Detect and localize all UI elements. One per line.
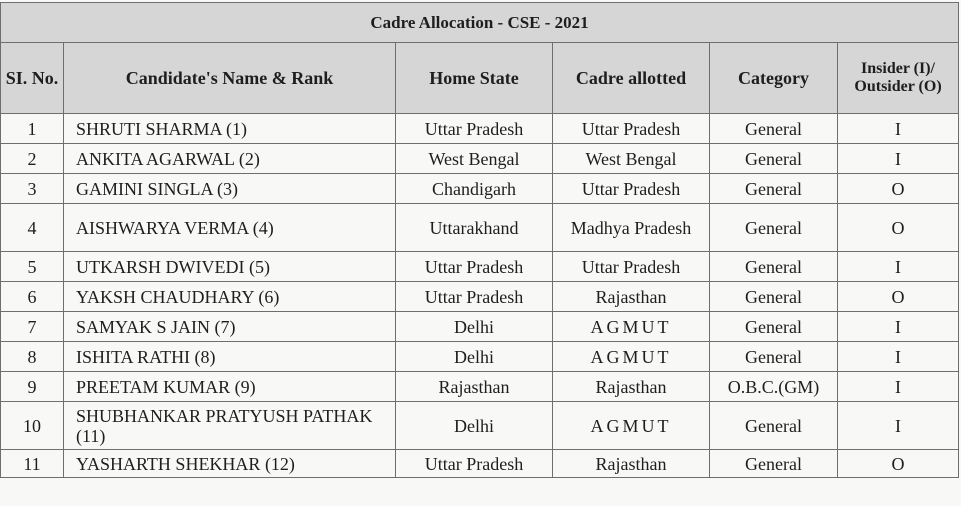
cell-sl-no: 5 — [1, 252, 64, 282]
cell-category: General — [710, 402, 838, 450]
cell-category: General — [710, 114, 838, 144]
cell-home-state: Rajasthan — [396, 372, 553, 402]
cell-category: General — [710, 252, 838, 282]
cell-home-state: Uttar Pradesh — [396, 282, 553, 312]
header-category: Category — [710, 43, 838, 114]
cell-home-state: Uttar Pradesh — [396, 114, 553, 144]
cell-home-state: Uttar Pradesh — [396, 252, 553, 282]
cell-category: General — [710, 342, 838, 372]
cell-cadre-allotted: West Bengal — [553, 144, 710, 174]
cell-sl-no: 2 — [1, 144, 64, 174]
cell-insider-outsider: O — [838, 450, 959, 478]
cell-insider-outsider: I — [838, 402, 959, 450]
table-row — [1, 372, 959, 402]
cell-sl-no: 10 — [1, 402, 64, 450]
cell-category: General — [710, 204, 838, 252]
cell-sl-no: 6 — [1, 282, 64, 312]
cell-home-state: Delhi — [396, 312, 553, 342]
cell-candidate-name: ANKITA AGARWAL (2) — [64, 144, 396, 174]
cell-candidate-name: AISHWARYA VERMA (4) — [64, 204, 396, 252]
cell-category: General — [710, 282, 838, 312]
cell-sl-no: 3 — [1, 174, 64, 204]
cell-cadre-allotted: Uttar Pradesh — [553, 114, 710, 144]
cell-cadre-allotted: AGMUT — [553, 342, 710, 372]
header-name-rank: Candidate's Name & Rank — [64, 43, 396, 114]
cell-home-state: Delhi — [396, 342, 553, 372]
table-row — [1, 174, 959, 204]
table-row — [1, 450, 959, 478]
table-body — [1, 114, 959, 478]
table-row — [1, 252, 959, 282]
header-cadre-allotted: Cadre allotted — [553, 43, 710, 114]
cell-home-state: West Bengal — [396, 144, 553, 174]
cell-insider-outsider: I — [838, 342, 959, 372]
cell-category: General — [710, 174, 838, 204]
header-insider-outsider: Insider (I)/ Outsider (O) — [838, 43, 959, 114]
header-home-state: Home State — [396, 43, 553, 114]
cell-cadre-allotted: Uttar Pradesh — [553, 252, 710, 282]
cell-insider-outsider: O — [838, 174, 959, 204]
table-row — [1, 402, 959, 450]
cell-sl-no: 11 — [1, 450, 64, 478]
table-row — [1, 204, 959, 252]
cell-sl-no: 9 — [1, 372, 64, 402]
cell-candidate-name: SAMYAK S JAIN (7) — [64, 312, 396, 342]
cell-candidate-name: SHUBHANKAR PRATYUSH PATHAK (11) — [64, 402, 396, 450]
table-row — [1, 144, 959, 174]
cell-cadre-allotted: AGMUT — [553, 312, 710, 342]
cell-insider-outsider: I — [838, 372, 959, 402]
header-sl-no: SI. No. — [1, 43, 64, 114]
cell-cadre-allotted: Madhya Pradesh — [553, 204, 710, 252]
cell-sl-no: 4 — [1, 204, 64, 252]
cell-insider-outsider: I — [838, 144, 959, 174]
table-row — [1, 342, 959, 372]
header-row — [1, 43, 959, 114]
cell-insider-outsider: I — [838, 312, 959, 342]
cell-cadre-allotted: Rajasthan — [553, 282, 710, 312]
cell-sl-no: 1 — [1, 114, 64, 144]
cell-sl-no: 8 — [1, 342, 64, 372]
table-row — [1, 312, 959, 342]
cell-cadre-allotted: Rajasthan — [553, 372, 710, 402]
cell-category: General — [710, 144, 838, 174]
cell-candidate-name: ISHITA RATHI (8) — [64, 342, 396, 372]
cell-category: O.B.C.(GM) — [710, 372, 838, 402]
cell-cadre-allotted: AGMUT — [553, 402, 710, 450]
cell-candidate-name: UTKARSH DWIVEDI (5) — [64, 252, 396, 282]
cadre-allocation-table — [0, 2, 959, 478]
cell-candidate-name: SHRUTI SHARMA (1) — [64, 114, 396, 144]
cell-candidate-name: YAKSH CHAUDHARY (6) — [64, 282, 396, 312]
cell-sl-no: 7 — [1, 312, 64, 342]
cell-home-state: Uttar Pradesh — [396, 450, 553, 478]
cell-candidate-name: GAMINI SINGLA (3) — [64, 174, 396, 204]
cell-insider-outsider: I — [838, 114, 959, 144]
cell-cadre-allotted: Uttar Pradesh — [553, 174, 710, 204]
cell-candidate-name: PREETAM KUMAR (9) — [64, 372, 396, 402]
table-row — [1, 282, 959, 312]
cell-home-state: Delhi — [396, 402, 553, 450]
cell-candidate-name: YASHARTH SHEKHAR (12) — [64, 450, 396, 478]
cell-home-state: Uttarakhand — [396, 204, 553, 252]
cell-insider-outsider: O — [838, 204, 959, 252]
cell-category: General — [710, 450, 838, 478]
cell-insider-outsider: I — [838, 252, 959, 282]
table-title: Cadre Allocation - CSE - 2021 — [1, 3, 959, 43]
cell-insider-outsider: O — [838, 282, 959, 312]
table-row — [1, 114, 959, 144]
cell-cadre-allotted: Rajasthan — [553, 450, 710, 478]
cell-home-state: Chandigarh — [396, 174, 553, 204]
cell-category: General — [710, 312, 838, 342]
